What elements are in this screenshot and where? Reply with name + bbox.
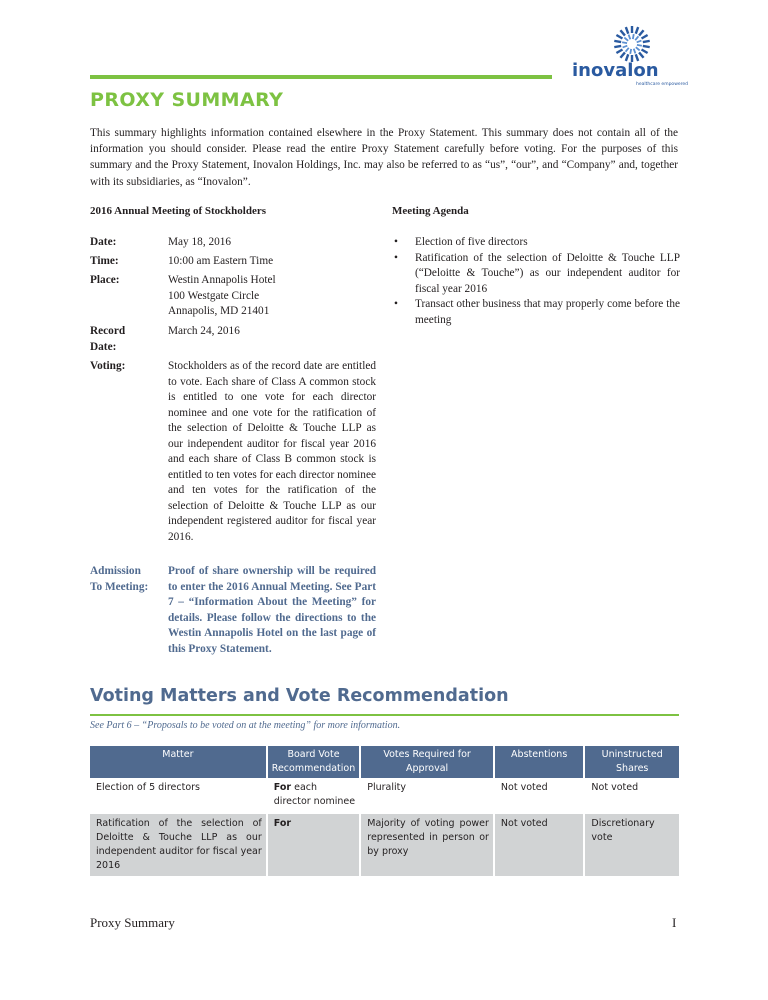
svg-text:inovalon: inovalon (572, 60, 659, 81)
admission-value: Proof of share ownership will be required to enter the 2016 Annual Meeting. See Part 7 – “Information About the Meeting” for details. Please follow the directions to the Westin Annapolis Hotel on the last page of this Proxy Statement. (168, 565, 376, 655)
meeting-heading: 2016 Annual Meeting of Stockholders (90, 205, 267, 217)
uninstructed-cell: Discretionary vote (584, 813, 679, 876)
recommendation-bold: For (273, 782, 292, 793)
uninstructed-cell: Not voted (584, 778, 679, 813)
agenda-heading: Meeting Agenda (392, 205, 469, 217)
date-row (90, 235, 378, 251)
place-row (90, 273, 378, 321)
place-value (168, 273, 376, 320)
record-date-value: March 24, 2016 (168, 325, 240, 337)
svg-text:healthcare empowered: healthcare empowered (636, 82, 689, 87)
page-number: I (672, 915, 677, 930)
recommendation-cell (267, 778, 360, 813)
admission-label-line2: To Meeting: (90, 580, 149, 593)
date-value: May 18, 2016 (168, 236, 232, 248)
agenda-item (392, 235, 680, 251)
bullet-icon: • (394, 236, 398, 248)
abstentions-cell: Not voted (494, 778, 584, 813)
voting-matters-heading: Voting Matters and Vote Recommendation (90, 686, 509, 706)
section-rule (90, 714, 679, 716)
voting-label: Voting: (90, 360, 126, 372)
admission-label-line1: Admission (90, 565, 141, 577)
record-date-row (90, 324, 378, 356)
intro-paragraph: This summary highlights information contained elsewhere in the Proxy Statement. This summary does not contain all of the information you should consider. Please read the entire Proxy Statement carefully before voting. For the purposes of this summary and the Proxy Statement, Inovalon Holdings, Inc. may also be referred to as “us”, “our”, and “Company” and, together with its subsidiaries, as “Inovalon”. (90, 127, 678, 188)
inovalon-logo (570, 22, 689, 88)
voting-row (90, 359, 378, 561)
date-label: Date: (90, 236, 117, 248)
column-header: Uninstructed Shares (584, 746, 679, 778)
table-header-row (90, 746, 679, 778)
admission-label (90, 564, 165, 595)
inovalon-globe-logo-icon (570, 22, 689, 88)
record-date-label-line2: Date: (90, 340, 117, 353)
agenda-item-text: Ratification of the selection of Deloitte & Touche LLP (“Deloitte & Touche”) as our independent auditor for fiscal year 2016 (415, 251, 680, 295)
place-line: Annapolis, MD 21401 (168, 305, 270, 317)
bullet-icon: • (394, 298, 398, 310)
place-line: 100 Westgate Circle (168, 289, 260, 302)
column-header: Matter (90, 746, 267, 778)
time-label: Time: (90, 255, 119, 267)
column-header: Board Vote Recommendation (267, 746, 360, 778)
footer-section-title: Proxy Summary (90, 915, 175, 930)
place-line: Westin Annapolis Hotel (168, 274, 276, 286)
header-rule (90, 75, 552, 79)
page-title: PROXY SUMMARY (90, 89, 284, 111)
recommendation-rest: each director nominee (273, 782, 356, 807)
agenda-item (392, 297, 680, 328)
column-header: Votes Required for Approval (360, 746, 494, 778)
matter-cell: Election of 5 directors (90, 778, 267, 813)
matter-cell: Ratification of the selection of Deloitte & Touche LLP as our independent auditor for fiscal year 2016 (90, 813, 267, 876)
record-date-label-line1: Record (90, 325, 126, 337)
voting-matters-table (90, 746, 679, 876)
required-cell: Majority of voting power represented in person or by proxy (360, 813, 494, 876)
bullet-icon: • (394, 251, 398, 264)
admission-row (90, 564, 378, 672)
recommendation-cell (267, 813, 360, 876)
column-header: Abstentions (494, 746, 584, 778)
table-row (90, 813, 679, 876)
agenda-item-text: Election of five directors (415, 236, 528, 248)
agenda-list (392, 235, 680, 328)
voting-value: Stockholders as of the record date are entitled to vote. Each share of Class A common stock is entitled to one vote for each director nominee and one vote for the ratification of the selection of Deloitte & Touche LLP as our independent auditor for fiscal year 2016 and each share of Class B common stock is entitled to ten votes for each director nominee and ten votes for the ratification of the selection of Deloitte & Touche LLP as our independent registered auditor for fiscal year 2016. (168, 360, 376, 543)
table-row (90, 778, 679, 813)
recommendation-bold: For (273, 818, 292, 829)
abstentions-cell: Not voted (494, 813, 584, 876)
time-row (90, 254, 378, 270)
agenda-item (392, 251, 680, 298)
time-value: 10:00 am Eastern Time (168, 255, 274, 267)
required-cell: Plurality (360, 778, 494, 813)
record-date-label (90, 324, 165, 355)
place-label: Place: (90, 274, 120, 286)
voting-note: See Part 6 – “Proposals to be voted on at the meeting” for more information. (90, 720, 401, 731)
agenda-item-text: Transact other business that may properly come before the meeting (415, 298, 680, 326)
